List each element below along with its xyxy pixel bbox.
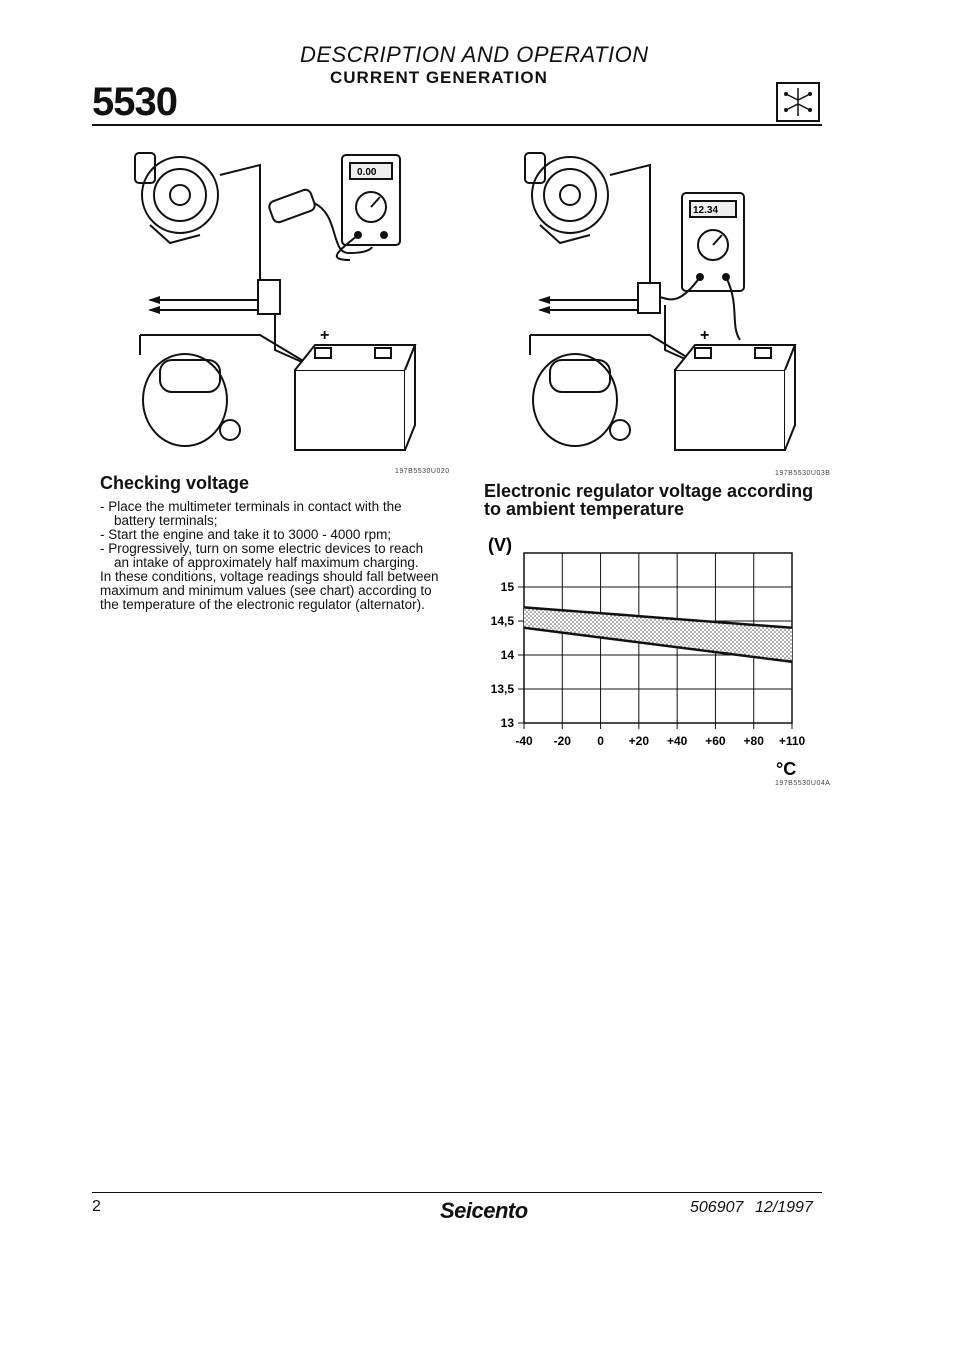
alternator-icon: [135, 153, 218, 243]
x-tick-label: 0: [597, 734, 604, 748]
doc-date: 12/1997: [755, 1199, 813, 1216]
footer-rule: [92, 1192, 822, 1193]
svg-text:+: +: [700, 327, 710, 344]
figure-code-right: 197B5530U03B: [775, 470, 831, 477]
starter-motor-icon: [143, 354, 240, 446]
x-tick-label: -40: [515, 734, 533, 748]
x-axis-label: °C: [776, 759, 797, 779]
x-tick-label: +40: [666, 734, 688, 748]
x-tick-label: +60: [705, 734, 726, 748]
wiring-symbol-icon: [776, 82, 820, 122]
regulator-check-diagram: [500, 135, 830, 465]
section-heading-checking-voltage: Checking voltage: [100, 473, 250, 493]
page-subtitle: CURRENT GENERATION: [330, 68, 548, 87]
x-tick-label: +80: [743, 734, 764, 748]
clamp-sensor-icon: [268, 188, 317, 224]
alternator-icon: [525, 153, 608, 243]
x-tick-label: +110: [778, 734, 806, 748]
conditions-paragraph: In these conditions, voltage readings should fall between maximum and minimum values (see chart) according to the temperature of the electronic regulator (alternator).: [100, 569, 439, 612]
step-3: - Progressively, turn on some electric devices to reach an intake of approximately half maximum charging.: [100, 541, 424, 570]
left-meter-display: 0.00: [357, 167, 377, 178]
right-meter-display: 12.34: [693, 205, 719, 216]
svg-text:+: +: [320, 327, 330, 344]
step-1: - Place the multimeter terminals in contact with the battery terminals;: [100, 499, 402, 528]
voltage-temperature-chart: [480, 525, 820, 785]
voltage-check-diagram: [110, 135, 440, 465]
y-tick-label: 15: [500, 580, 514, 594]
instructions-text: [100, 500, 440, 612]
y-tick-label: 14: [500, 648, 514, 662]
brand-logo: Seicento: [440, 1198, 528, 1223]
figure-code-left: 197B5530U020: [395, 468, 450, 475]
page-title: DESCRIPTION AND OPERATION: [300, 42, 649, 67]
section-number: 5530: [92, 80, 177, 124]
page-number: 2: [92, 1198, 101, 1215]
y-tick-label: 13: [500, 716, 514, 730]
y-axis-label: (V): [488, 535, 512, 555]
battery-icon: [295, 345, 415, 450]
y-tick-label: 13,5: [490, 682, 514, 696]
doc-number: 506907: [690, 1199, 744, 1216]
step-2: - Start the engine and take it to 3000 - 4000 rpm;: [100, 527, 392, 542]
starter-motor-icon: [533, 354, 630, 446]
x-tick-label: +20: [628, 734, 650, 748]
chart-heading-line2: to ambient temperature: [484, 499, 685, 519]
y-tick-label: 14,5: [490, 614, 514, 628]
header-rule: [92, 124, 822, 126]
figure-code-chart: 197B5530U04A: [775, 780, 831, 787]
connector-icon: [638, 283, 660, 313]
regulation-band: [524, 607, 792, 661]
x-tick-label: -20: [553, 734, 571, 748]
connector-icon: [258, 280, 280, 314]
chart-heading-line1: Electronic regulator voltage according: [484, 481, 814, 501]
battery-icon: [675, 345, 795, 450]
